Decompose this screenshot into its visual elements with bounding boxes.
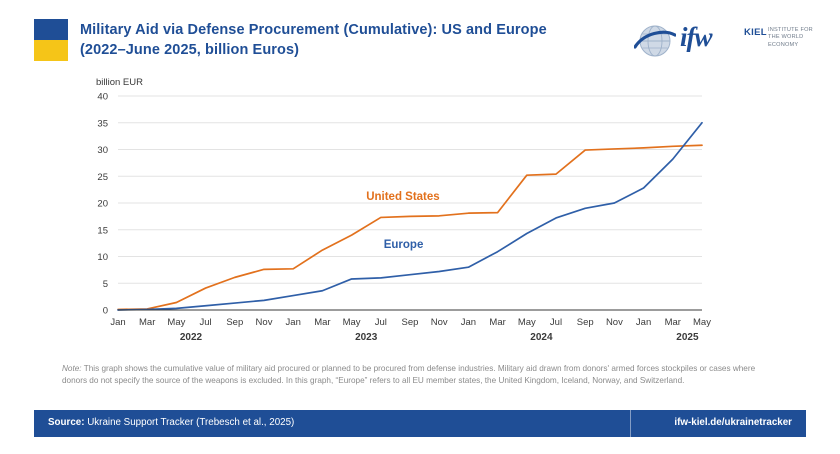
x-tick-label: Jan: [635, 317, 652, 328]
chart-note: [62, 363, 778, 386]
x-tick-label: May: [342, 317, 361, 328]
y-axis-unit-label: billion EUR: [96, 77, 143, 88]
footer: [34, 410, 806, 437]
y-tick-label: 15: [97, 225, 108, 237]
x-tick-label: Jan: [460, 317, 477, 328]
y-tick-label: 25: [97, 171, 108, 183]
series-line-united-states: [118, 145, 702, 309]
logo-institute-text: INSTITUTE FOR THE WORLD ECONOMY: [768, 27, 813, 48]
y-axis-tick-labels: [97, 92, 108, 317]
globe-icon: [634, 20, 676, 62]
note-prefix: Note:: [62, 364, 82, 373]
x-tick-label: Jan: [110, 317, 126, 328]
data-series: [118, 123, 702, 310]
x-tick-label: Sep: [401, 317, 419, 328]
footer-url[interactable]: ifw-kiel.de/ukrainetracker: [674, 417, 792, 428]
footer-source-label: Source:: [48, 417, 85, 428]
y-tick-label: 10: [97, 252, 108, 263]
x-year-label: 2025: [676, 332, 699, 340]
x-tick-label: Jan: [285, 317, 301, 328]
x-tick-label: Jul: [199, 317, 212, 328]
y-tick-label: 35: [97, 118, 108, 130]
y-tick-label: 30: [97, 145, 108, 156]
x-tick-label: Nov: [430, 317, 448, 328]
x-year-label: 2022: [179, 332, 203, 340]
x-tick-label: Jul: [374, 317, 387, 328]
note-text: This graph shows the cumulative value of military aid procured or planned to be procured from defense industries. Military aid drawn from donors' armed forces stockpiles or cases where donors do not specify the source of the weapons is excluded. In this graph, “Europe” refers to all EU member states, the United Kingdom, Iceland, Norway, and Switzerland.: [62, 364, 756, 385]
x-tick-label: Mar: [314, 317, 331, 328]
x-tick-label: Mar: [489, 317, 506, 328]
x-tick-label: Mar: [664, 317, 681, 328]
page-title-line2: (2022–June 2025, billion Euros): [80, 42, 300, 58]
page-title: [80, 20, 620, 60]
x-tick-label: May: [517, 317, 536, 328]
series-label-europe: Europe: [383, 238, 424, 251]
x-year-label: 2023: [355, 332, 378, 340]
y-tick-label: 40: [97, 91, 108, 103]
y-tick-label: 5: [102, 278, 108, 290]
series-labels: [366, 191, 440, 251]
chart: [0, 72, 840, 340]
x-tick-label: Sep: [576, 317, 594, 328]
flag-yellow-band: [34, 40, 68, 61]
y-tick-label: 0: [102, 305, 108, 317]
footer-source-text: Ukraine Support Tracker (Trebesch et al., 2025): [84, 417, 295, 428]
x-tick-label: May: [693, 317, 711, 328]
logo: [632, 14, 822, 66]
flag-blue-band: [34, 19, 68, 40]
x-tick-label: Sep: [226, 317, 244, 328]
y-tick-label: 20: [97, 198, 108, 210]
footer-divider: [630, 410, 631, 437]
x-axis-year-labels: [180, 332, 699, 340]
header: [0, 0, 840, 72]
series-label-united-states: United States: [366, 190, 440, 203]
x-tick-label: May: [167, 317, 186, 328]
x-tick-label: Nov: [605, 317, 623, 328]
x-tick-label: Nov: [255, 317, 273, 328]
footer-source: [48, 417, 294, 428]
x-axis-tick-labels: [110, 317, 711, 328]
x-year-label: 2024: [530, 332, 553, 340]
x-tick-label: Jul: [549, 317, 563, 328]
line-chart-svg: [0, 72, 840, 340]
page-title-line1: Military Aid via Defense Procurement (Cumulative): US and Europe: [80, 22, 547, 38]
ukraine-flag-icon: [34, 19, 68, 61]
logo-wordmark: ifw: [680, 22, 712, 52]
x-tick-label: Mar: [139, 317, 156, 328]
logo-kiel: KIEL: [744, 27, 767, 38]
